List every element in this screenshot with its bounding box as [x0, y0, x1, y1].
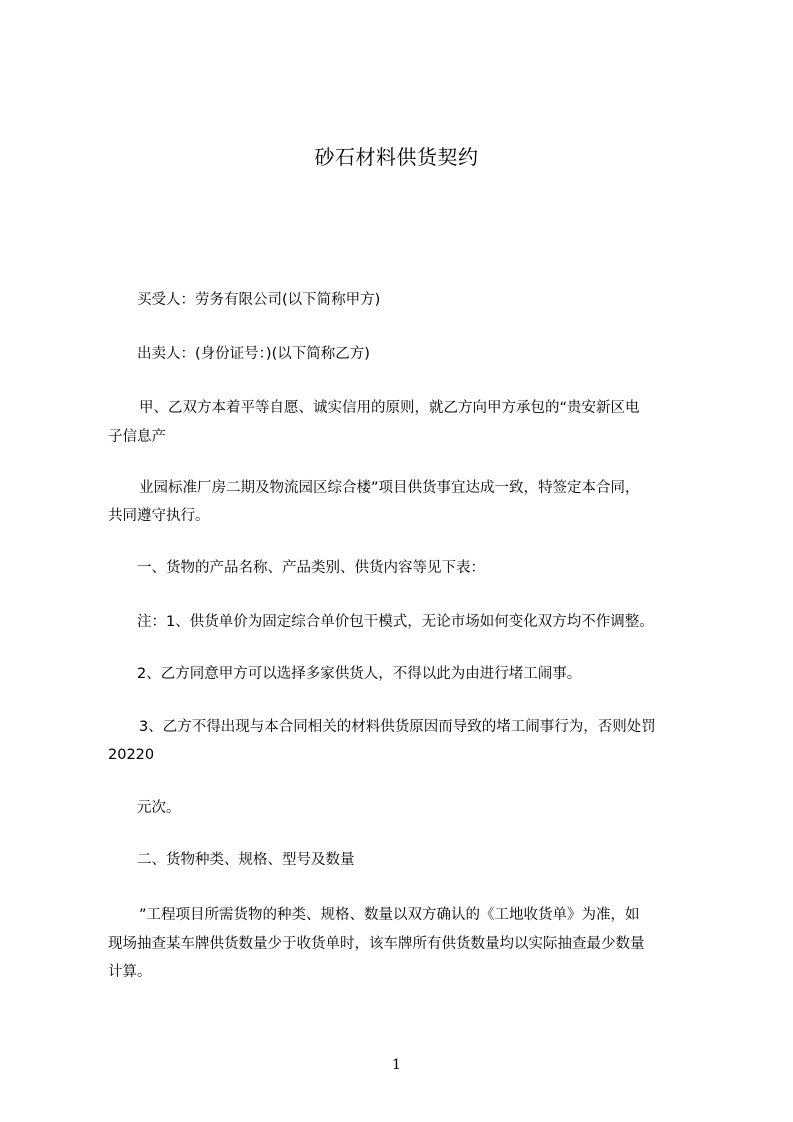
section-2-paragraph-line-2: 现场抽查某车牌供货数量少于收货单时，该车牌所有供货数量均以实际抽查最少数量 [108, 936, 645, 952]
intro-paragraph-line-4: 共同遵守执行。 [108, 508, 210, 524]
note-2: 2、乙方同意甲方可以选择多家供货人，不得以此为由进行堵工闹事。 [137, 666, 582, 682]
buyer-line: 买受人：劳务有限公司(以下简称甲方) [137, 292, 381, 308]
document-title: 砂石材料供货契约 [314, 145, 479, 169]
section-1-heading: 一、货物的产品名称、产品类别、供货内容等见下表： [137, 560, 485, 576]
intro-paragraph-line-2: 子信息产 [108, 429, 166, 445]
seller-line: 出卖人：(身份证号：)(以下简称乙方) [137, 346, 370, 362]
section-2-paragraph-line-1: ”工程项目所需货物的种类、规格、数量以双方确认的《工地收货单》为准，如 [139, 907, 640, 923]
intro-paragraph-line-1: 甲、乙双方本着平等自愿、诚实信用的原则，就乙方向甲方承包的“贵安新区电 [139, 400, 640, 416]
note-3-line-3: 元次。 [137, 800, 181, 816]
intro-paragraph-line-3: 业园标准厂房二期及物流园区综合楼”项目供货事宜达成一致，特签定本合同， [139, 480, 640, 496]
note-3-line-1: 3、乙方不得出现与本合同相关的材料供货原因而导致的堵工闹事行为，否则处罚 [139, 719, 656, 735]
note-1: 注：1、供货单价为固定综合单价包干模式，无论市场如何变化双方均不作调整。 [137, 614, 654, 630]
note-3-line-2: 20220 [108, 747, 155, 763]
section-2-paragraph-line-3: 计算。 [108, 964, 152, 980]
page-number: 1 [392, 1057, 401, 1073]
section-2-heading: 二、货物种类、规格、型号及数量 [137, 852, 355, 868]
